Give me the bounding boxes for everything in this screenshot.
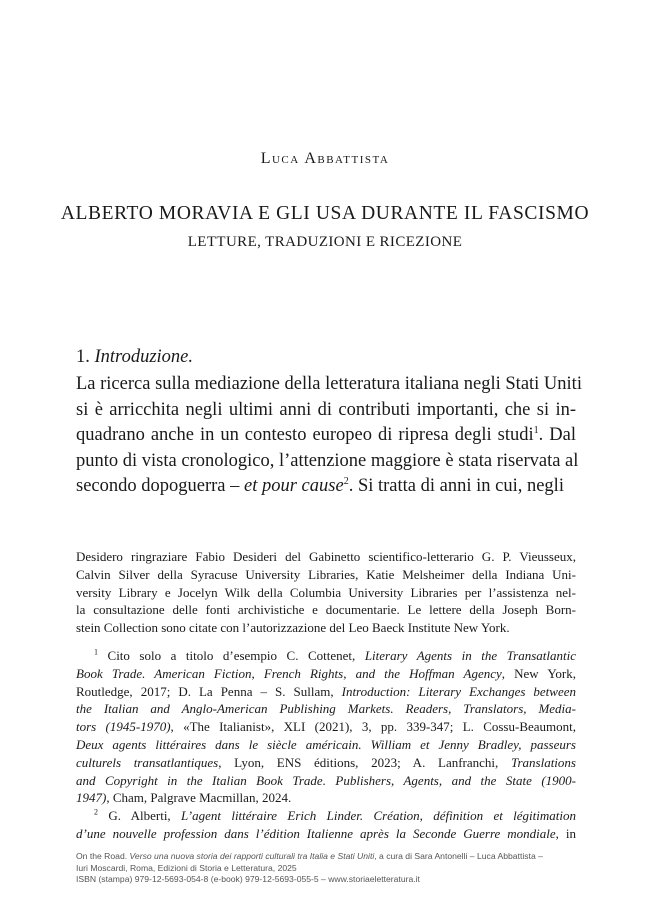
note-line: versity Library e Jocelyn Wilk della Columbia University Libraries per l’assistenza nel- — [76, 584, 576, 600]
note-run: Routledge, 2017; D. La Penna – S. Sullam, — [76, 683, 342, 699]
note-italic-run: d’une nouvelle profession dans l’édition Italienne après la Seconde Guerre mondiale — [76, 825, 556, 841]
author-name: Luca Abbattista — [260, 150, 390, 167]
note-line: stein Collection sono citate con l’autorizzazione del Leo Baeck Institute New York. — [76, 620, 510, 636]
note-italic-run: Deux agents littéraires dans le siècle américain. William et Jenny Bradley, passeurs — [76, 736, 576, 752]
note-run: , «The Italianist», XLI (2021), 3, pp. 339-347; L. Cossu-Beaumont, — [170, 719, 577, 735]
note-line — [76, 700, 576, 718]
footnote-number: 2 — [94, 807, 98, 817]
acknowledgment-note — [76, 548, 576, 637]
note-run: , New York, — [501, 665, 576, 681]
body-text-run: secondo dopoguerra – — [76, 476, 244, 497]
body-line — [76, 474, 576, 500]
body-text-run: . Dal — [538, 425, 576, 446]
footer-line: ISBN (stampa) 979-12-5693-054-8 (e-book) 979-12-5693-055-5 – www.storiaeletteratura.it — [76, 874, 420, 885]
body-line — [76, 423, 576, 449]
note-run: , Cham, Palgrave Macmillan, 2024. — [106, 790, 292, 806]
body-italic-run: et pour cause — [244, 476, 344, 497]
footnote-1 — [76, 647, 576, 807]
note-line — [76, 789, 576, 807]
note-italic-run: culturels transatlantiques — [76, 754, 219, 770]
body-text-run: . Si tratta di anni in cui, negli — [348, 476, 564, 497]
note-line — [76, 647, 576, 665]
note-italic-run: Literary Agents in the Transatlantic — [364, 647, 576, 663]
body-line: punto di vista cronologico, l’attenzione maggiore è stata riservata al — [76, 450, 579, 471]
note-line — [76, 736, 576, 754]
section-title: Introduzione. — [94, 347, 193, 367]
note-italic-run: L’agent littéraire Erich Linder. Création, définition et légitimation — [181, 808, 576, 824]
note-line — [76, 825, 576, 843]
note-italic-run: Translations — [510, 754, 576, 770]
publication-footer — [76, 851, 596, 886]
note-spacer — [76, 637, 576, 647]
note-line — [76, 665, 576, 683]
footer-run: , a cura di Sara Antonelli – Luca Abbattista – — [374, 851, 543, 861]
body-paragraph — [76, 372, 582, 500]
chapter-title: ALBERTO MORAVIA E GLI USA DURANTE IL FASCISMO — [60, 203, 590, 224]
chapter-subtitle: LETTURE, TRADUZIONI E RICEZIONE — [187, 234, 463, 250]
footnote-ref-1[interactable]: 1 — [533, 425, 539, 437]
note-italic-run: 1947) — [76, 790, 107, 806]
footnotes — [76, 548, 576, 843]
note-line: la consultazione delle fonti archivistiche e documentarie. Le lettere della Joseph Born- — [76, 602, 576, 618]
body-line: La ricerca sulla mediazione della letteratura italiana negli Stati Uniti — [76, 374, 582, 394]
note-run: G. Alberti, — [98, 808, 182, 824]
note-italic-run: Introduction: Literary Exchanges between — [341, 683, 577, 699]
note-italic-run: and Copyright in the Italian Book Trade. Publishers, Agents, and the State (1900- — [76, 772, 576, 788]
body-text-run: quadrano anche in un contesto europeo di ripresa degli studi — [76, 425, 534, 446]
note-run: Cito solo a titolo d’esempio C. Cottenet, — [98, 647, 365, 663]
note-italic-run: tors (1945-1970) — [76, 719, 171, 735]
note-line — [76, 754, 576, 772]
footnote-ref-2[interactable]: 2 — [343, 476, 349, 488]
footer-line: Iuri Moscardi, Roma, Edizioni di Storia e Letteratura, 2025 — [76, 862, 297, 873]
footnote-number: 1 — [94, 647, 98, 657]
footer-run: On the Road. — [76, 851, 130, 861]
footnote-2 — [76, 807, 576, 843]
note-line — [76, 718, 576, 736]
note-line — [76, 807, 576, 825]
note-line — [76, 683, 576, 701]
note-run: , in — [555, 825, 576, 841]
footer-line — [76, 851, 596, 863]
note-line — [76, 772, 576, 790]
note-italic-run: the Italian and Anglo-American Publishing Markets. Readers, Translators, Media- — [76, 701, 576, 717]
section-heading — [76, 347, 193, 368]
footer-italic-run: Verso una nuova storia dei rapporti culturali tra Italia e Stati Uniti — [129, 851, 375, 861]
body-line: si è arricchita negli ultimi anni di contributi importanti, che si in- — [76, 399, 576, 420]
section-number: 1. — [76, 347, 90, 367]
note-italic-run: Book Trade. American Fiction, French Rights, and the Hoffman Agency — [76, 665, 502, 681]
note-line: Desidero ringraziare Fabio Desideri del Gabinetto scientifico-letterario G. P. Vieusseux, — [76, 549, 576, 564]
note-run: , Lyon, ENS éditions, 2023; A. Lanfranchi, — [218, 754, 511, 770]
note-line: Calvin Silver della Syracuse University Libraries, Katie Melsheimer della Indiana Uni- — [76, 566, 576, 582]
